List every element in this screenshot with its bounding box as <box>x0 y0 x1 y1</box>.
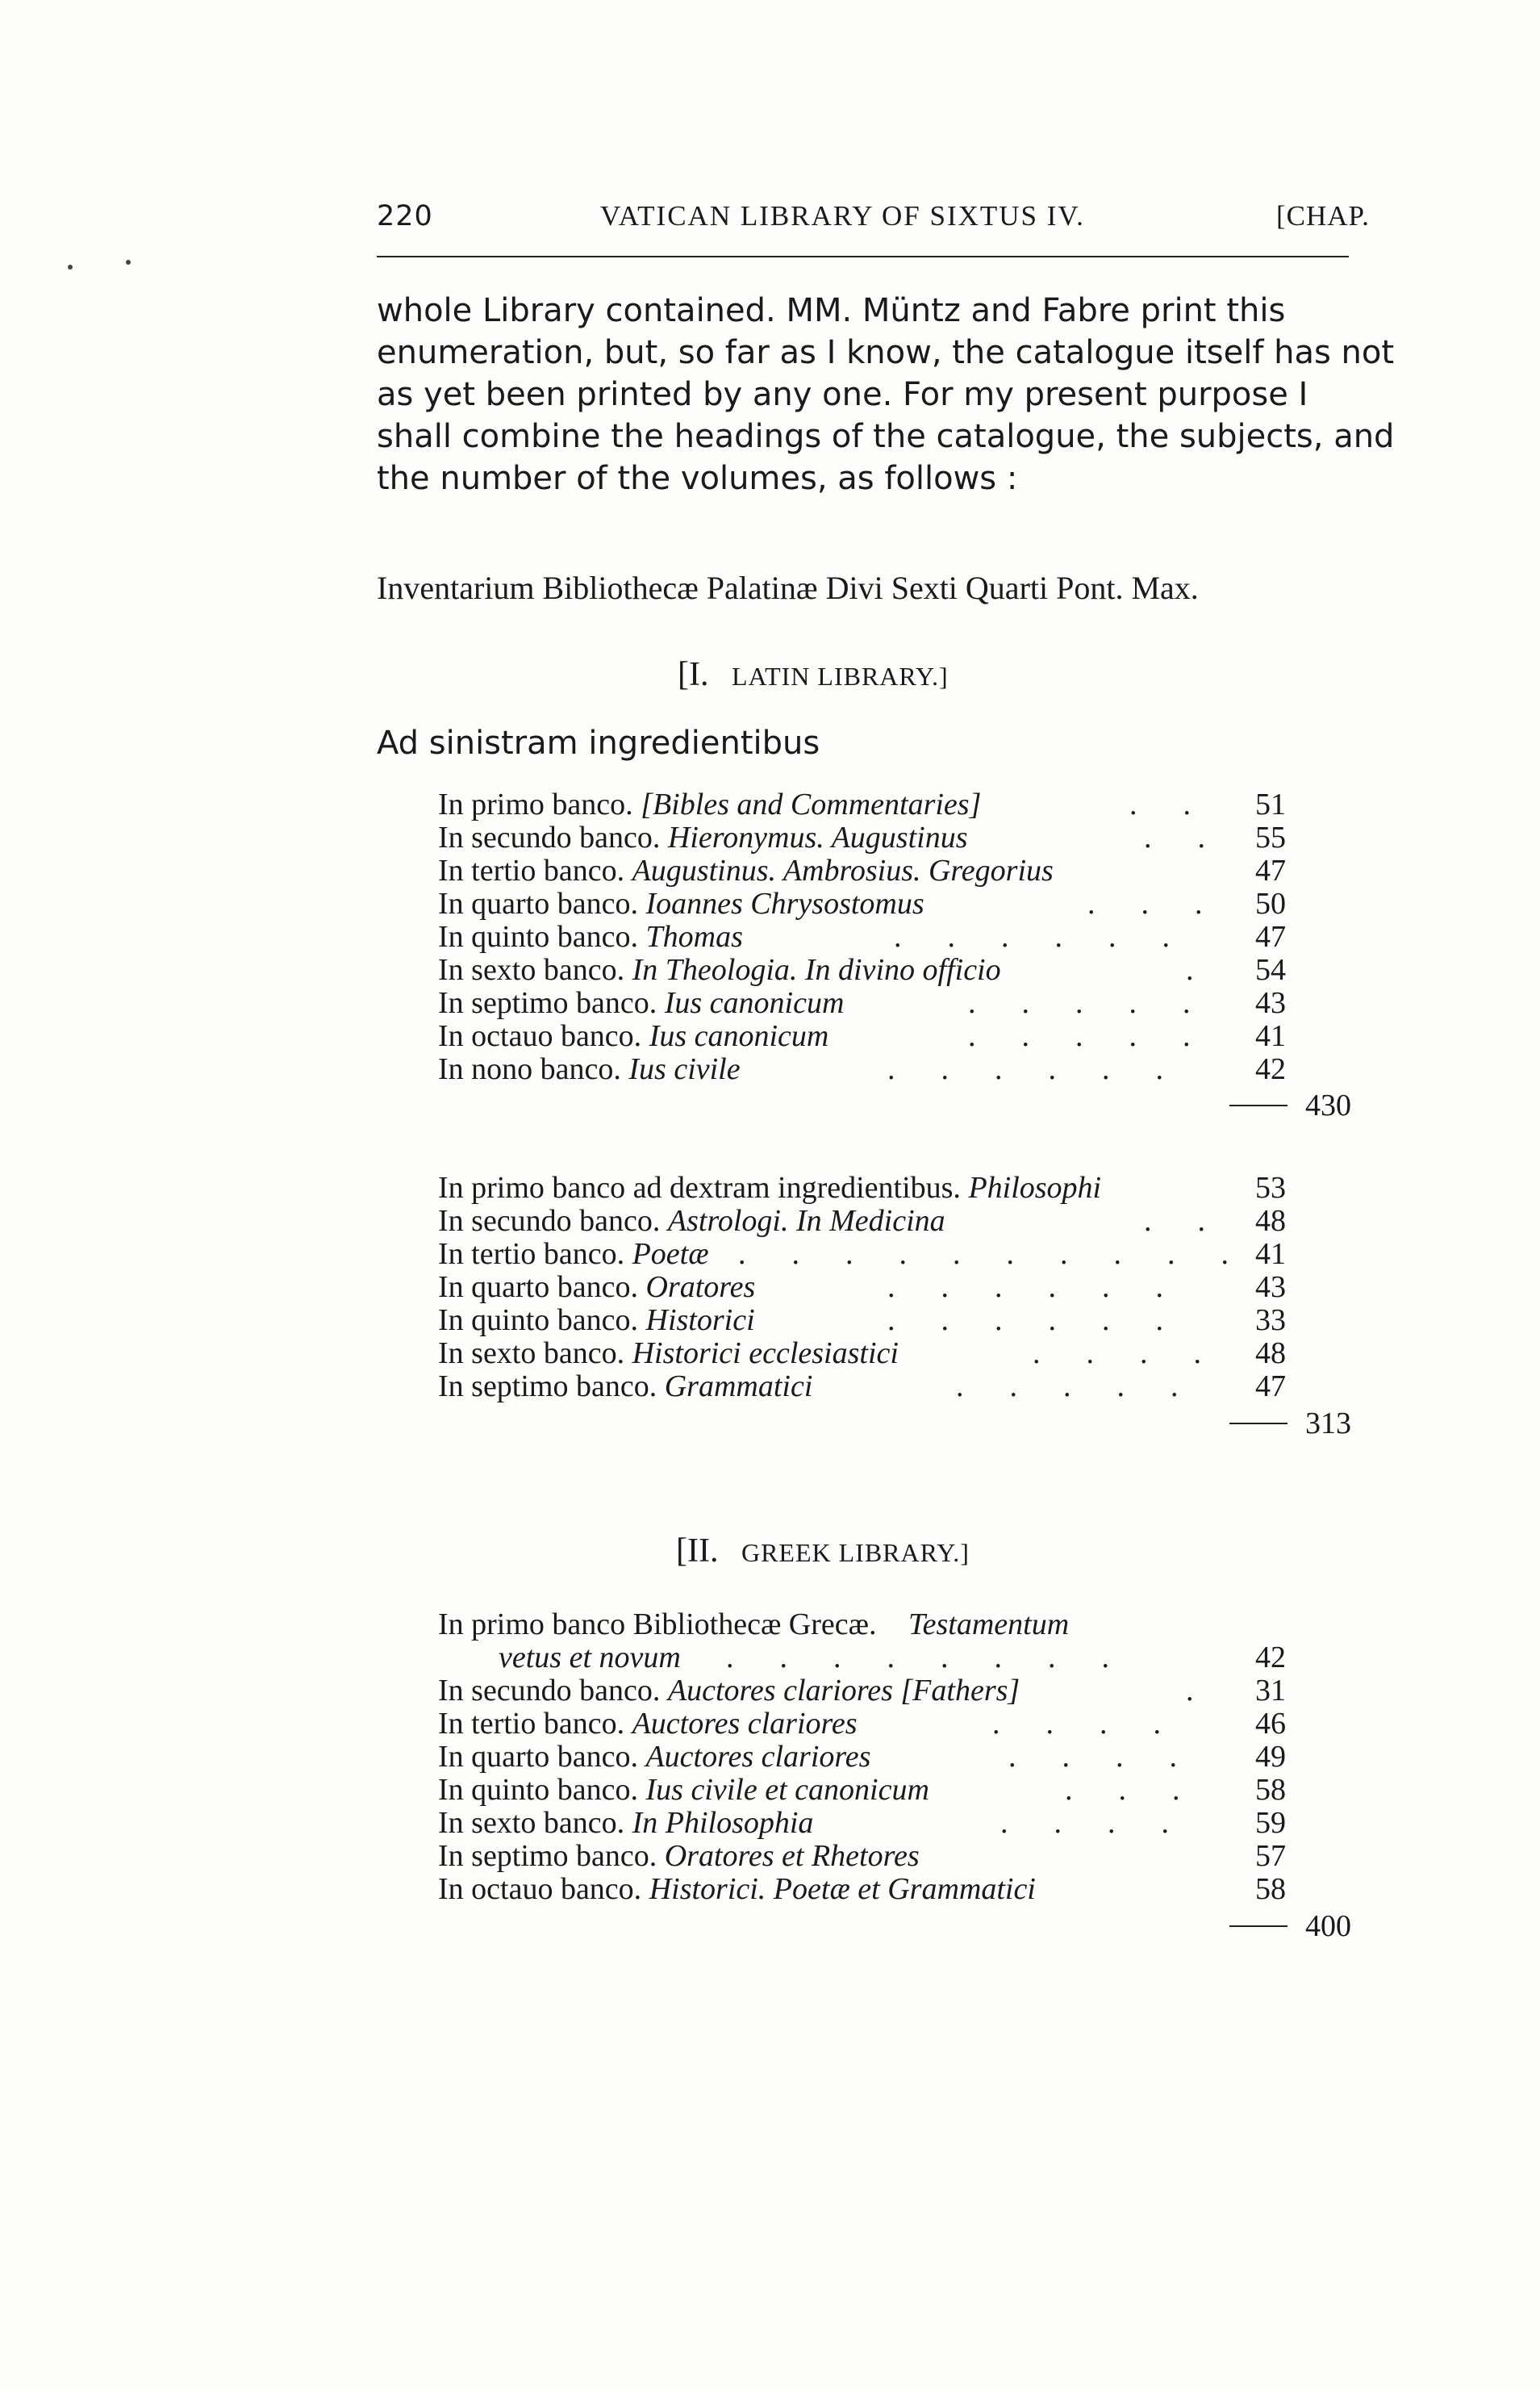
subject-label: Historici ecclesiastici <box>632 1336 899 1370</box>
leader-dots: . . . . <box>992 1707 1161 1741</box>
subject-label: Ius canonicum <box>664 986 845 1020</box>
leader-dots: . <box>1186 953 1194 987</box>
leader-dots: . . <box>1129 788 1191 821</box>
volume-count: 48 <box>1255 1204 1286 1238</box>
paragraph-line: as yet been printed by any one. For my present purpose I <box>377 376 1308 413</box>
scan-speck <box>126 260 131 265</box>
subject-label: Ioannes Chrysostomus <box>645 887 924 921</box>
subject-label: Astrologi. In Medicina <box>667 1204 945 1238</box>
page-number: 220 <box>377 200 433 232</box>
leader-dots: . . <box>1144 821 1205 855</box>
volume-count: 51 <box>1255 788 1286 821</box>
banco-label: In tertio banco. <box>438 854 625 888</box>
subject-label: Ius civile <box>628 1052 741 1086</box>
running-title: VATICAN LIBRARY OF SIXTUS IV. <box>600 200 1085 232</box>
leader-dots: . . . . <box>1000 1806 1169 1840</box>
volume-count: 47 <box>1255 854 1286 888</box>
greek-heading-text: GREEK LIBRARY.] <box>741 1538 970 1567</box>
volume-count: 31 <box>1255 1674 1286 1708</box>
volume-count: 43 <box>1255 986 1286 1020</box>
sum-rule <box>1229 1925 1288 1927</box>
subject-label: Historici. Poetæ et Grammatici <box>649 1872 1036 1906</box>
paragraph-line: whole Library contained. MM. Müntz and Fabre print this <box>377 292 1286 329</box>
leader-dots: . <box>1186 1674 1194 1708</box>
chapter-marker: [CHAP. <box>1276 200 1370 232</box>
sum-rule <box>1229 1105 1288 1106</box>
banco-label: In secundo banco. <box>438 1204 661 1238</box>
subject-label: Auctores clariores [Fathers] <box>667 1674 1020 1708</box>
volume-count: 58 <box>1255 1773 1286 1807</box>
volume-count: 53 <box>1255 1171 1286 1205</box>
volume-count: 41 <box>1255 1019 1286 1053</box>
banco-label: In sexto banco. <box>438 1336 625 1370</box>
subject-label: Auctores clariores <box>632 1707 858 1741</box>
subject-label: Ius civile et canonicum <box>645 1773 929 1807</box>
leader-dots: . . . . . . <box>887 1303 1163 1337</box>
greek-total: 400 <box>1305 1909 1351 1943</box>
sum-rule <box>1229 1423 1288 1424</box>
leader-dots: . . . <box>1065 1773 1180 1807</box>
volume-count: 42 <box>1255 1052 1286 1086</box>
banco-label: In tertio banco. <box>438 1707 625 1741</box>
volume-count: 50 <box>1255 887 1286 921</box>
banco-label: In primo banco Bibliothecæ Grecæ. <box>438 1607 877 1641</box>
subject-label-continued: vetus et novum <box>499 1641 681 1674</box>
subject-label: In Theologia. In divino officio <box>632 953 1001 987</box>
banco-label: In quinto banco. <box>438 920 639 954</box>
banco-label: In nono banco. <box>438 1052 621 1086</box>
latin-heading-numeral: [I. <box>678 656 709 693</box>
greek-library-heading <box>676 1532 970 1570</box>
banco-label: In octauo banco. <box>438 1872 642 1906</box>
banco-label: In quinto banco. <box>438 1303 639 1337</box>
subject-label: Poetæ <box>632 1237 709 1271</box>
leader-dots: . . <box>1144 1204 1205 1238</box>
banco-label: In secundo banco. <box>438 821 661 855</box>
banco-label: In quarto banco. <box>438 1270 638 1304</box>
volume-count: 55 <box>1255 821 1286 855</box>
volume-count: 57 <box>1255 1839 1286 1873</box>
subject-label: Ius canonicum <box>649 1019 829 1053</box>
subject-label: Hieronymus. Augustinus <box>667 821 968 855</box>
volume-count: 46 <box>1255 1707 1286 1741</box>
latin-library-heading <box>678 655 949 694</box>
leader-dots: . . . <box>1087 887 1203 921</box>
leader-dots: . . . . . <box>968 1019 1191 1053</box>
subject-label: In Philosophia <box>632 1806 814 1840</box>
paragraph-line: the number of the volumes, as follows : <box>377 460 1018 497</box>
volume-count: 59 <box>1255 1806 1286 1840</box>
subject-label: Testamentum <box>908 1607 1070 1641</box>
volume-count: 47 <box>1255 1369 1286 1403</box>
volume-count: 43 <box>1255 1270 1286 1304</box>
banco-label: In octauo banco. <box>438 1019 642 1053</box>
latin-subheading: Ad sinistram ingredientibus <box>377 725 820 762</box>
paragraph-line: shall combine the headings of the catalogue, the subjects, and <box>377 418 1395 455</box>
volume-count: 54 <box>1255 953 1286 987</box>
paragraph-line: enumeration, but, so far as I know, the catalogue itself has not <box>377 334 1395 371</box>
subject-label: Oratores et Rhetores <box>664 1839 920 1873</box>
banco-label: In primo banco. <box>438 788 633 821</box>
subject-label: Philosophi <box>968 1171 1102 1205</box>
subject-label: Augustinus. Ambrosius. Gregorius <box>632 854 1054 888</box>
volume-count: 33 <box>1255 1303 1286 1337</box>
banco-label: In primo banco ad dextram ingredientibus. <box>438 1171 961 1205</box>
leader-dots: . . . . . <box>956 1369 1179 1403</box>
volume-count: 41 <box>1255 1237 1286 1271</box>
banco-label: In tertio banco. <box>438 1237 625 1271</box>
greek-heading-numeral: [II. <box>676 1532 719 1570</box>
banco-label: In sexto banco. <box>438 1806 625 1840</box>
inventory-title: Inventarium Bibliothecæ Palatinæ Divi Sexti Quarti Pont. Max. <box>377 570 1199 606</box>
banco-label: In secundo banco. <box>438 1674 661 1708</box>
subject-label: Thomas <box>645 920 743 954</box>
leader-dots: . . . . . <box>968 986 1191 1020</box>
banco-label: In quarto banco. <box>438 887 638 921</box>
subject-label: [Bibles and Commentaries] <box>641 788 982 821</box>
subject-label: Auctores clariores <box>645 1740 871 1774</box>
banco-label: In septimo banco. <box>438 1839 657 1873</box>
latin-right-total: 313 <box>1305 1407 1351 1440</box>
leader-dots: . . . . . . . . . . <box>738 1237 1229 1271</box>
leader-dots: . . . . <box>1033 1336 1201 1370</box>
volume-count: 49 <box>1255 1740 1286 1774</box>
leader-dots: . . . . . . . . <box>726 1641 1109 1674</box>
volume-count: 48 <box>1255 1336 1286 1370</box>
scan-speck <box>68 265 73 270</box>
subject-label: Oratores <box>645 1270 756 1304</box>
latin-left-total: 430 <box>1305 1089 1351 1122</box>
header-rule <box>377 256 1349 257</box>
banco-label: In septimo banco. <box>438 1369 657 1403</box>
leader-dots: . . . . <box>1008 1740 1177 1774</box>
subject-label: Historici <box>645 1303 755 1337</box>
subject-label: Grammatici <box>664 1369 813 1403</box>
banco-label: In quarto banco. <box>438 1740 638 1774</box>
leader-dots: . . . . . . <box>894 920 1170 954</box>
leader-dots: . . . . . . <box>887 1270 1163 1304</box>
banco-label: In sexto banco. <box>438 953 625 987</box>
banco-label: In quinto banco. <box>438 1773 639 1807</box>
latin-heading-text: LATIN LIBRARY.] <box>731 662 949 691</box>
volume-count: 47 <box>1255 920 1286 954</box>
volume-count: 58 <box>1255 1872 1286 1906</box>
leader-dots: . . . . . . <box>887 1052 1163 1086</box>
banco-label: In septimo banco. <box>438 986 657 1020</box>
volume-count: 42 <box>1255 1641 1286 1674</box>
